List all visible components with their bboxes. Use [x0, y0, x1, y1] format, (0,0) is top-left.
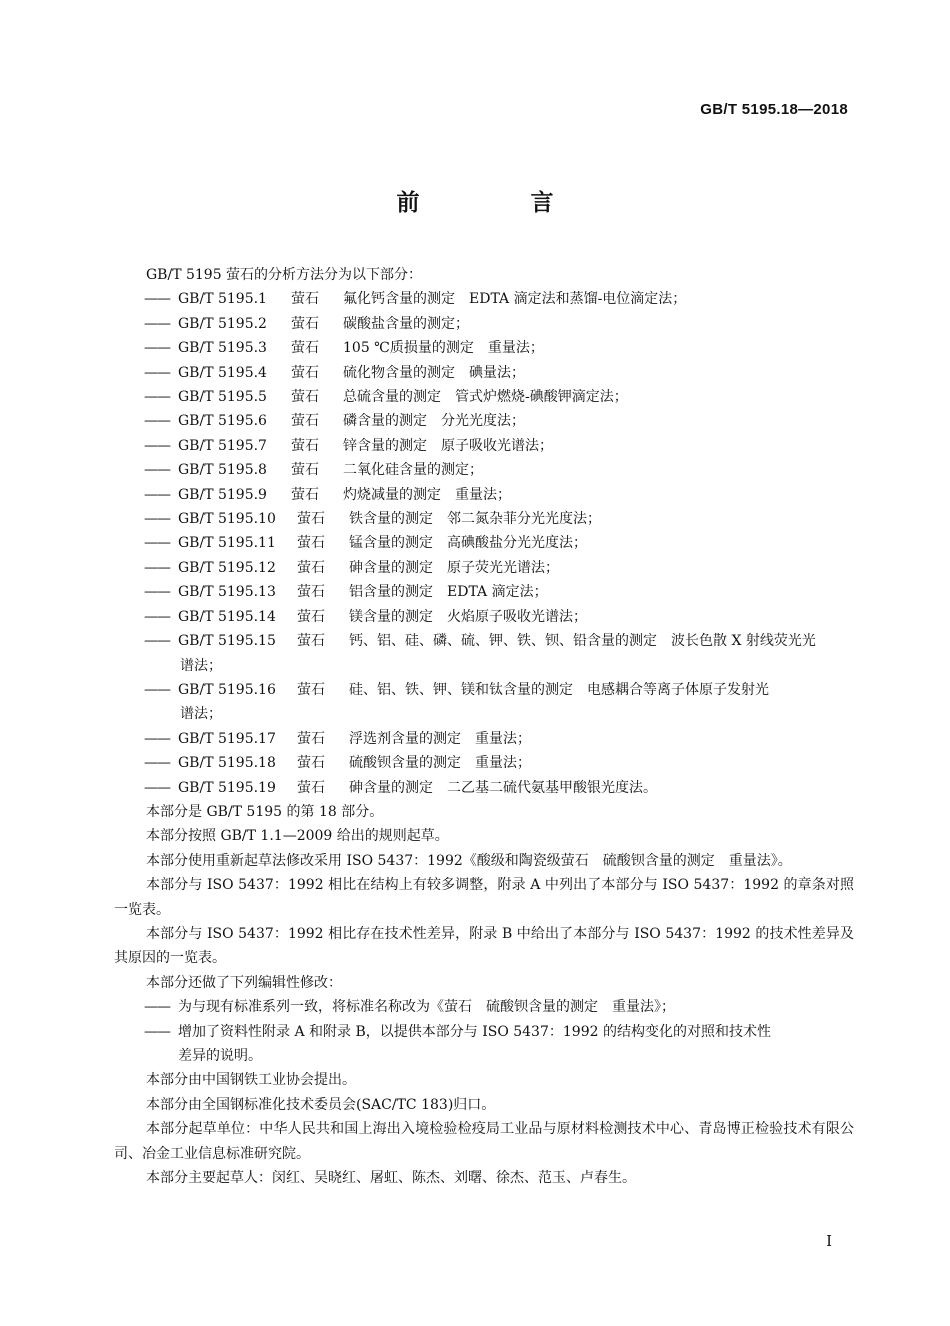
list-dash: —— [144, 315, 170, 332]
editorial-item [114, 1020, 854, 1069]
list-dash: —— [144, 437, 170, 454]
part-mineral: 萤石 [297, 511, 325, 528]
editorial-item-line: 增加了资料性附录 A 和附录 B，以提供本部分与 ISO 5437：1992 的结构变化的对照和技术性 [178, 1023, 771, 1040]
part-description: 氟化钙含量的测定 EDTA 滴定法和蒸馏-电位滴定法； [343, 291, 687, 308]
part-mineral: 萤石 [297, 755, 325, 772]
editorial-item-line: 差异的说明。 [178, 1048, 262, 1064]
list-dash: —— [144, 413, 170, 430]
part-code: GB/T 5195.10 [178, 511, 276, 528]
editorial-item-text [178, 1020, 854, 1069]
part-item [114, 605, 854, 629]
part-code: GB/T 5195.5 [178, 389, 267, 406]
part-item [114, 312, 854, 336]
part-description: 锌含量的测定 原子吸收光谱法； [343, 437, 553, 454]
list-dash: —— [144, 633, 170, 650]
part-mineral: 萤石 [297, 681, 325, 698]
list-dash: —— [144, 608, 170, 625]
part-item [114, 409, 854, 433]
list-dash: —— [144, 535, 170, 552]
part-item [114, 336, 854, 360]
part-mineral: 萤石 [291, 364, 319, 381]
list-dash: —— [144, 681, 170, 698]
part-mineral: 萤石 [297, 608, 325, 625]
paragraph-drafters: 本部分主要起草人：闵红、吴晓红、屠虹、陈杰、刘曙、徐杰、范玉、卢春生。 [146, 1170, 636, 1187]
part-mineral: 萤石 [297, 559, 325, 576]
part-code: GB/T 5195.17 [178, 730, 276, 747]
part-description-continuation: 谱法； [180, 706, 222, 723]
part-mineral: 萤石 [297, 584, 325, 601]
part-mineral: 萤石 [297, 730, 325, 747]
part-item [114, 580, 854, 604]
list-dash: —— [144, 340, 170, 357]
paragraph-drafting-rules: 本部分按照 GB/T 1.1—2009 给出的规则起草。 [146, 828, 449, 845]
list-dash: —— [144, 584, 170, 601]
part-mineral: 萤石 [291, 389, 319, 406]
part-code: GB/T 5195.6 [178, 413, 267, 430]
editorial-item-text: 为与现有标准系列一致，将标准名称改为《萤石 硫酸钡含量的测定 重量法》； [178, 999, 675, 1016]
list-dash: —— [144, 291, 170, 308]
part-description: 总硫含量的测定 管式炉燃烧-碘酸钾滴定法； [343, 389, 628, 406]
part-code: GB/T 5195.12 [178, 559, 276, 576]
part-mineral: 萤石 [291, 437, 319, 454]
part-mineral: 萤石 [291, 486, 319, 503]
part-item [114, 727, 854, 751]
part-code: GB/T 5195.14 [178, 608, 276, 625]
part-mineral: 萤石 [297, 779, 325, 796]
part-item [114, 361, 854, 385]
part-description: 钙、铝、硅、磷、硫、钾、铁、钡、铅含量的测定 波长色散 X 射线荧光光 [349, 633, 816, 650]
part-description: 浮选剂含量的测定 重量法； [349, 730, 531, 747]
part-description: 铝含量的测定 EDTA 滴定法； [349, 584, 548, 601]
paragraph-proposer: 本部分由中国钢铁工业协会提出。 [146, 1072, 356, 1089]
list-dash: —— [144, 511, 170, 528]
part-item [114, 385, 854, 409]
part-code: GB/T 5195.8 [178, 462, 267, 479]
part-code: GB/T 5195.11 [178, 535, 276, 552]
part-code: GB/T 5195.18 [178, 755, 276, 772]
list-dash: —— [144, 559, 170, 576]
part-mineral: 萤石 [291, 315, 319, 332]
part-item [114, 556, 854, 580]
part-description: 镁含量的测定 火焰原子吸收光谱法； [349, 608, 587, 625]
paragraph-drafting-units: 本部分起草单位：中华人民共和国上海出入境检验检疫局工业品与原材料检测技术中心、青岛博正检验技术有限公司、冶金工业信息标准研究院。 [114, 1121, 854, 1162]
part-code: GB/T 5195.2 [178, 315, 267, 332]
part-description: 铁含量的测定 邻二氮杂菲分光光度法； [349, 511, 601, 528]
list-dash: —— [144, 1023, 170, 1040]
list-dash: —— [144, 462, 170, 479]
part-item [114, 629, 854, 653]
list-dash: —— [144, 779, 170, 796]
paragraph-structure: 本部分与 ISO 5437：1992 相比在结构上有较多调整，附录 A 中列出了本部分与 ISO 5437：1992 的章条对照一览表。 [114, 877, 854, 918]
part-item [114, 507, 854, 531]
part-mineral: 萤石 [291, 291, 319, 308]
intro-paragraph: GB/T 5195 萤石的分析方法分为以下部分： [146, 267, 423, 283]
paragraph-technical-diff: 本部分与 ISO 5437：1992 相比存在技术性差异，附录 B 中给出了本部分与 ISO 5437：1992 的技术性差异及其原因的一览表。 [114, 925, 854, 967]
part-description: 二氧化硅含量的测定； [343, 462, 483, 479]
part-description: 砷含量的测定 原子荧光光谱法； [349, 559, 559, 576]
part-code: GB/T 5195.1 [178, 291, 267, 308]
list-dash: —— [144, 364, 170, 381]
part-description: 砷含量的测定 二乙基二硫代氨基甲酸银光度法。 [349, 779, 657, 796]
parts-list [114, 287, 854, 800]
list-dash: —— [144, 486, 170, 503]
part-item [114, 287, 854, 311]
part-mineral: 萤石 [291, 462, 319, 479]
list-dash: —— [144, 730, 170, 747]
part-code: GB/T 5195.16 [178, 681, 276, 698]
standard-code: GB/T 5195.18—2018 [700, 101, 848, 118]
part-item [114, 458, 854, 482]
part-item [114, 776, 854, 800]
paragraph-committee: 本部分由全国钢标准化技术委员会(SAC/TC 183)归口。 [146, 1096, 496, 1113]
paragraph-editorial: 本部分还做了下列编辑性修改： [146, 974, 342, 991]
part-mineral: 萤石 [297, 535, 325, 552]
editorial-item [114, 995, 854, 1019]
document-body [114, 263, 854, 1190]
part-code: GB/T 5195.4 [178, 364, 267, 381]
part-mineral: 萤石 [297, 633, 325, 650]
part-description: 硫酸钡含量的测定 重量法； [349, 755, 531, 772]
part-mineral: 萤石 [291, 340, 319, 357]
part-description: 硫化物含量的测定 碘量法； [343, 364, 525, 381]
part-description: 105 ℃质损量的测定 重量法； [343, 340, 544, 357]
part-description: 磷含量的测定 分光光度法； [343, 413, 525, 430]
part-code: GB/T 5195.9 [178, 486, 267, 503]
part-code: GB/T 5195.13 [178, 584, 276, 601]
part-description: 硅、铝、铁、钾、镁和钛含量的测定 电感耦合等离子体原子发射光 [349, 681, 769, 698]
part-description: 灼烧减量的测定 重量法； [343, 486, 511, 503]
part-description: 碳酸盐含量的测定； [343, 315, 469, 332]
page-number: I [826, 1232, 832, 1250]
part-code: GB/T 5195.19 [178, 779, 276, 796]
part-code: GB/T 5195.3 [178, 340, 267, 357]
part-code: GB/T 5195.7 [178, 437, 267, 454]
part-item [114, 678, 854, 702]
part-item [114, 434, 854, 458]
list-dash: —— [144, 755, 170, 772]
part-mineral: 萤石 [291, 413, 319, 430]
part-description: 锰含量的测定 高碘酸盐分光光度法； [349, 535, 587, 552]
part-description-continuation: 谱法； [180, 657, 222, 674]
page-title: 前 言 [396, 190, 598, 216]
paragraph-part-number: 本部分是 GB/T 5195 的第 18 部分。 [146, 803, 384, 820]
part-item [114, 531, 854, 555]
list-dash: —— [144, 999, 170, 1016]
list-dash: —— [144, 389, 170, 406]
part-item [114, 483, 854, 507]
paragraph-adoption: 本部分使用重新起草法修改采用 ISO 5437：1992《酸级和陶瓷级萤石 硫酸钡含量的测定 重量法》。 [146, 852, 792, 869]
part-item [114, 751, 854, 775]
part-code: GB/T 5195.15 [178, 633, 276, 650]
